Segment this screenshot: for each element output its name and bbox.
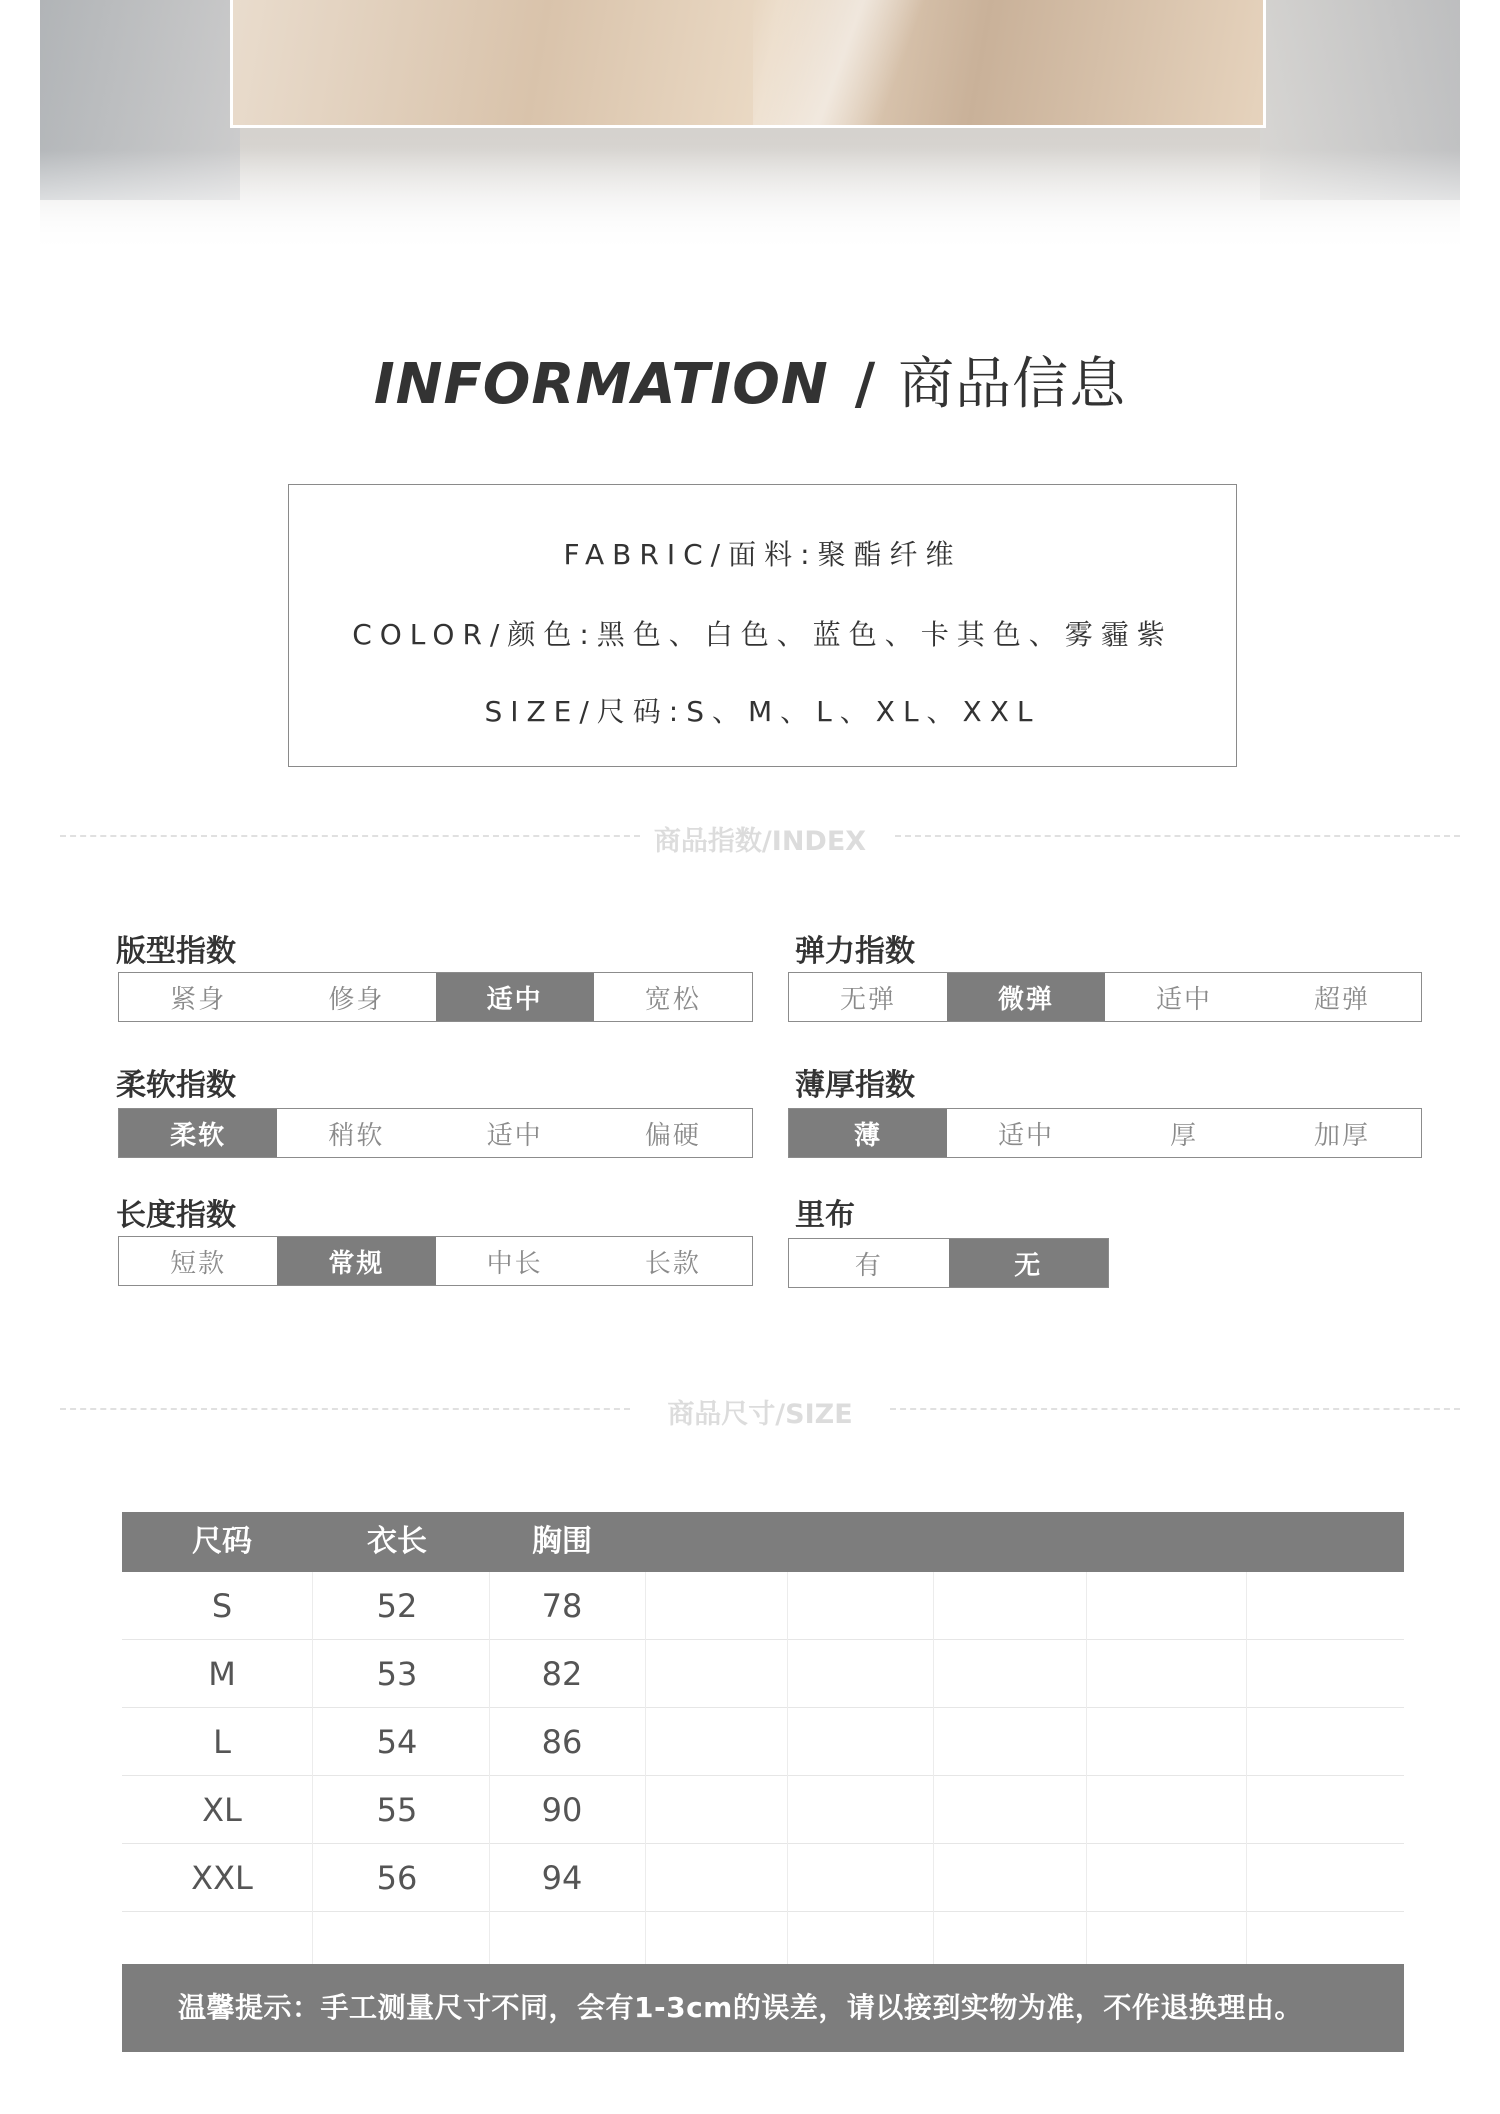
fit-option: 宽松 (644, 984, 701, 1015)
table-grid-line (312, 1572, 313, 1964)
thick-option: 加厚 (1313, 1120, 1370, 1151)
thick-option: 厚 (1169, 1120, 1198, 1151)
hero-fade (40, 150, 1460, 262)
elastic-option: 超弹 (1313, 984, 1370, 1015)
length-cell: 53 (376, 1655, 418, 1693)
soft-index-bar (118, 1108, 753, 1158)
hero-fabric-fold (753, 0, 953, 127)
length-cell: 54 (376, 1723, 418, 1761)
table-grid-line (1086, 1572, 1087, 1964)
header-length: 衣长 (367, 1524, 427, 1559)
thick-index-title: 薄厚指数 (795, 1068, 915, 1103)
size-divider-label: 商品尺寸/SIZE (667, 1399, 853, 1430)
color-line: COLOR/颜色:黑色、白色、蓝色、卡其色、雾霾紫 (352, 618, 1173, 651)
thick-option: 适中 (997, 1120, 1054, 1151)
lining-option: 有 (854, 1250, 883, 1281)
header-size: 尺码 (192, 1524, 252, 1559)
elastic-option: 无弹 (839, 984, 896, 1015)
length-cell: 55 (376, 1791, 418, 1829)
length-option: 常规 (277, 1237, 435, 1285)
fit-option: 修身 (328, 984, 385, 1015)
table-row (122, 1844, 1404, 1912)
heading-english: INFORMATION (373, 352, 829, 417)
size-cell: L (213, 1723, 231, 1761)
elastic-index-bar (788, 972, 1422, 1022)
lining-index-bar (788, 1238, 1109, 1288)
length-option: 长款 (644, 1248, 701, 1279)
chest-cell: 86 (541, 1723, 583, 1761)
section-heading (0, 340, 1500, 420)
table-row (122, 1708, 1404, 1776)
header-chest: 胸围 (532, 1524, 592, 1559)
size-table-header (122, 1512, 1404, 1572)
soft-option: 适中 (486, 1120, 543, 1151)
thick-index-bar (788, 1108, 1422, 1158)
index-divider (60, 815, 1460, 855)
heading-chinese: 商品信息 (898, 352, 1127, 417)
table-grid-line (787, 1572, 788, 1964)
length-index-bar (118, 1236, 753, 1286)
length-index-title: 长度指数 (116, 1198, 236, 1233)
fit-option: 适中 (436, 973, 594, 1021)
chest-cell: 90 (541, 1791, 583, 1829)
table-grid-line (1246, 1572, 1247, 1964)
heading-slash: / (854, 352, 877, 417)
size-cell: M (208, 1655, 236, 1693)
size-line: SIZE/尺码:S、M、L、XL、XXL (484, 695, 1041, 728)
chest-cell: 78 (541, 1587, 583, 1625)
length-option: 中长 (486, 1248, 543, 1279)
hero-fabric-frame (230, 0, 1266, 128)
product-info-box (288, 484, 1237, 767)
length-cell: 52 (376, 1587, 418, 1625)
soft-index-title: 柔软指数 (116, 1068, 236, 1103)
length-cell: 56 (376, 1859, 418, 1897)
fabric-line: FABRIC/面料:聚酯纤维 (563, 538, 962, 571)
table-row (122, 1572, 1404, 1640)
chest-cell: 94 (541, 1859, 583, 1897)
soft-option: 柔软 (119, 1109, 277, 1157)
size-cell: XXL (191, 1859, 253, 1897)
chest-cell: 82 (541, 1655, 583, 1693)
size-cell: XL (202, 1791, 242, 1829)
length-option: 短款 (170, 1248, 227, 1279)
soft-option: 偏硬 (644, 1120, 701, 1151)
table-row (122, 1640, 1404, 1708)
lining-index-title: 里布 (795, 1198, 855, 1233)
lining-option: 无 (949, 1239, 1109, 1287)
fit-index-title: 版型指数 (116, 934, 236, 969)
fit-option: 紧身 (170, 984, 227, 1015)
soft-option: 稍软 (328, 1120, 385, 1151)
hero-photo (40, 0, 1460, 262)
elastic-option: 适中 (1155, 984, 1212, 1015)
elastic-index-title: 弹力指数 (795, 934, 915, 969)
size-cell: S (211, 1587, 233, 1625)
fit-index-bar (118, 972, 753, 1022)
table-grid-line (933, 1572, 934, 1964)
size-divider (60, 1388, 1460, 1428)
measurement-tip: 温馨提示：手工测量尺寸不同，会有1-3cm的误差，请以接到实物为准，不作退换理由。 (122, 1964, 1404, 2052)
index-divider-label: 商品指数/INDEX (653, 826, 867, 857)
elastic-option: 微弹 (947, 973, 1105, 1021)
table-grid-line (489, 1572, 490, 1964)
table-grid-line (645, 1572, 646, 1964)
table-row (122, 1776, 1404, 1844)
thick-option: 薄 (789, 1109, 947, 1157)
